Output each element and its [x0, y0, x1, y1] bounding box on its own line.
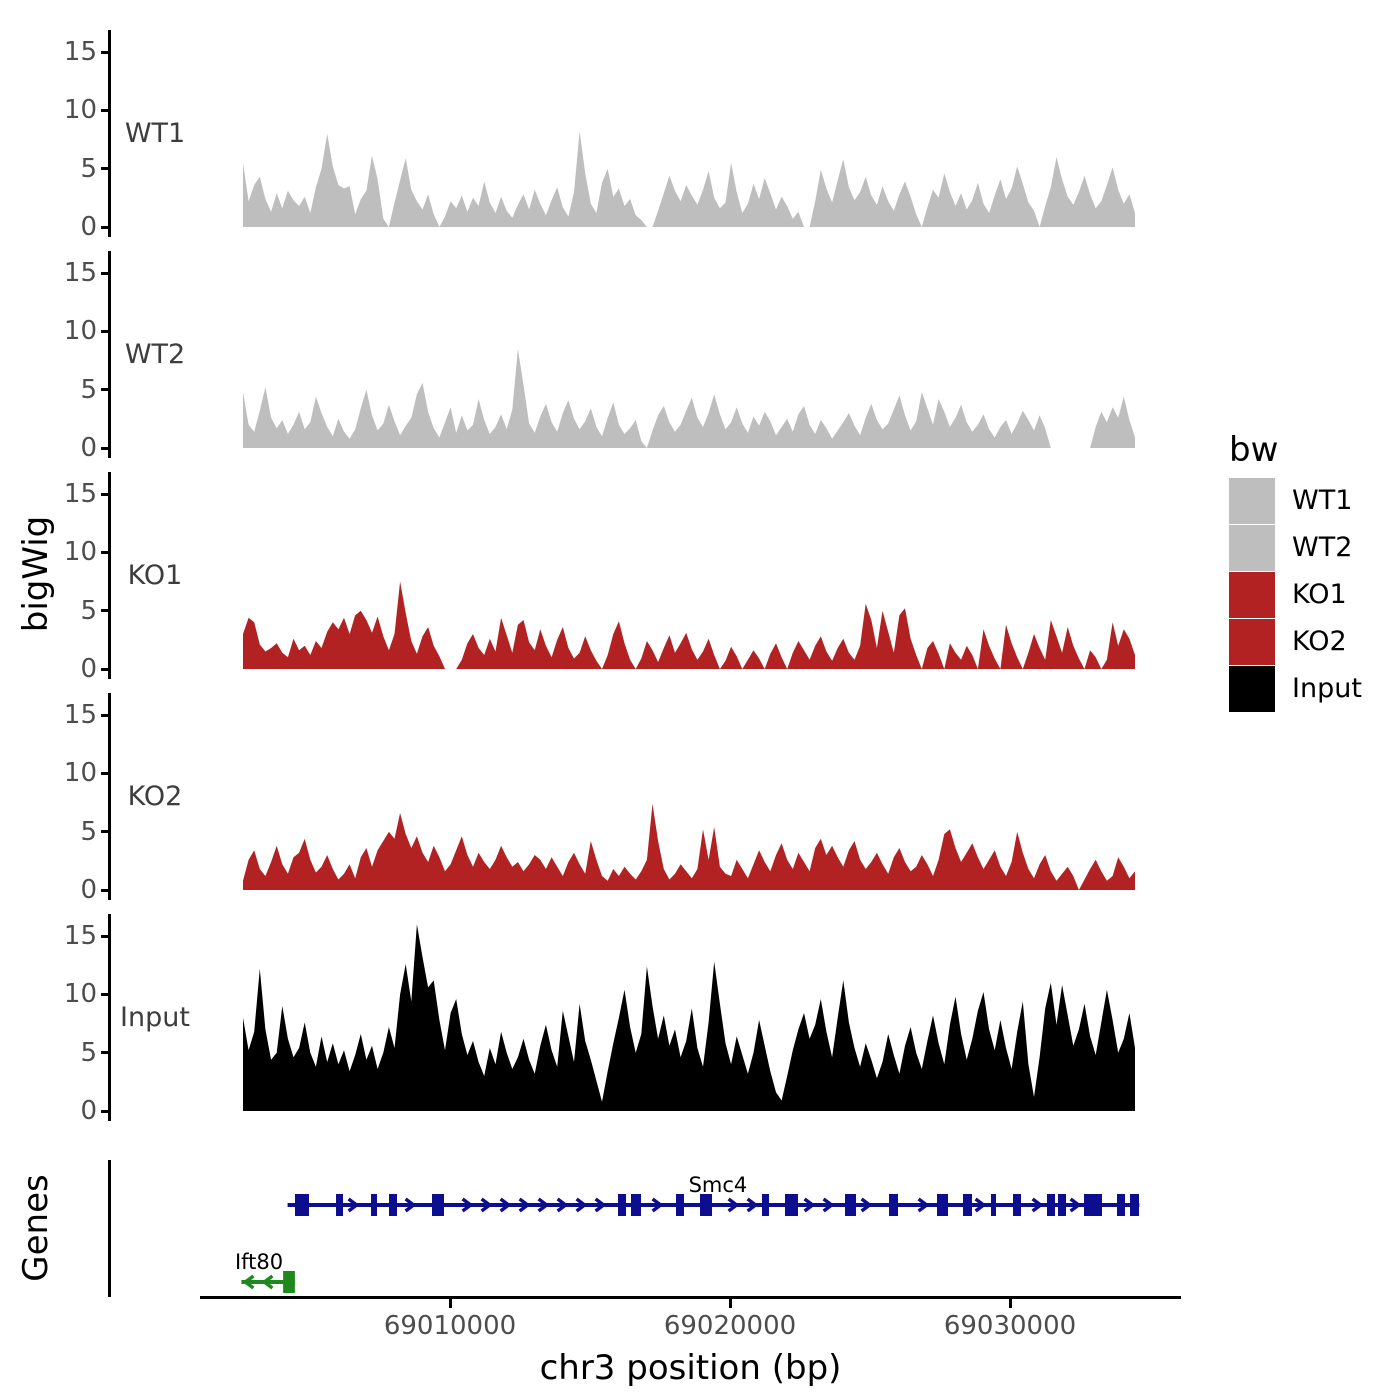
genes-panel-svg [110, 1158, 1190, 1308]
y-axis-tick [101, 993, 109, 996]
y-axis-tick-label: 10 [63, 979, 97, 1010]
exon-box [631, 1194, 641, 1216]
y-axis-tick-label: 15 [63, 479, 97, 510]
track-panel-ko2 [0, 693, 1400, 903]
legend-entry-input [1229, 666, 1399, 712]
coverage-area-wt2 [243, 251, 1135, 451]
gene-label-ift80: Ift80 [234, 1250, 284, 1274]
gene-label-smc4: Smc4 [688, 1173, 748, 1197]
y-axis-tick [101, 330, 109, 333]
y-axis-tick [101, 609, 109, 612]
y-axis-tick-label: 10 [63, 537, 97, 568]
x-axis-tick-label: 69030000 [943, 1311, 1077, 1341]
exon-box [295, 1194, 309, 1216]
exon-box [889, 1194, 898, 1216]
track-label-ko1: KO1 [127, 560, 183, 591]
exon-box [676, 1194, 684, 1216]
y-axis-tick-label: 5 [80, 374, 97, 405]
y-axis-tick-label: 15 [63, 37, 97, 68]
exon-box [785, 1194, 798, 1216]
legend [1229, 428, 1399, 713]
exon-box [1013, 1194, 1021, 1216]
track-panel-input [0, 914, 1400, 1124]
x-axis-tick [1009, 1299, 1012, 1308]
exon-box [1117, 1194, 1125, 1216]
y-axis-tick [101, 551, 109, 554]
exon-box [283, 1271, 295, 1293]
x-axis-line [200, 1296, 1181, 1299]
y-axis-tick-label: 15 [63, 921, 97, 952]
legend-entry-wt2 [1229, 525, 1399, 571]
exon-box [700, 1194, 712, 1216]
legend-swatch [1229, 525, 1275, 571]
exon-box [1047, 1194, 1055, 1216]
y-axis-tick-label: 5 [80, 595, 97, 626]
legend-label: KO1 [1292, 579, 1347, 610]
genes-axis-title: Genes [16, 1174, 56, 1282]
y-axis-tick [101, 109, 109, 112]
exon-box [389, 1194, 397, 1216]
exon-box [1084, 1194, 1102, 1216]
legend-swatch [1229, 572, 1275, 618]
y-axis-tick-label: 0 [80, 433, 97, 463]
legend-label: Input [1292, 673, 1362, 704]
exon-box [432, 1194, 444, 1216]
track-panel-ko1 [0, 472, 1400, 682]
legend-entries [1229, 478, 1399, 712]
exon-box [1130, 1194, 1139, 1216]
legend-entry-ko2 [1229, 619, 1399, 665]
y-axis-tick [101, 1110, 109, 1113]
y-axis-tick-label: 10 [63, 758, 97, 789]
y-axis-tick-label: 0 [80, 212, 97, 242]
exon-box [845, 1194, 856, 1216]
coverage-area-ko1 [243, 472, 1135, 672]
legend-swatch [1229, 619, 1275, 665]
coverage-area-input [243, 914, 1135, 1114]
exon-box [336, 1194, 343, 1216]
y-axis-tick [101, 772, 109, 775]
track-label-input: Input [120, 1002, 190, 1033]
bigwig-axis-title: bigWig [16, 515, 56, 633]
x-axis-tick-label: 69010000 [383, 1311, 517, 1341]
exon-box [618, 1194, 626, 1216]
y-axis-tick [101, 272, 109, 275]
y-axis-tick-label: 0 [80, 875, 97, 905]
y-axis-tick [101, 668, 109, 671]
y-axis-tick [101, 226, 109, 229]
exon-box [963, 1194, 972, 1216]
y-axis-tick-label: 10 [63, 316, 97, 347]
exon-box [762, 1194, 769, 1216]
legend-swatch [1229, 478, 1275, 524]
x-axis-tick-label: 69020000 [663, 1311, 797, 1341]
y-axis-tick-label: 15 [63, 258, 97, 289]
x-axis-tick [729, 1299, 732, 1308]
y-axis-tick [101, 714, 109, 717]
y-axis-tick [101, 830, 109, 833]
legend-label: WT2 [1292, 532, 1353, 563]
legend-label: KO2 [1292, 626, 1347, 657]
track-panel-wt1 [0, 30, 1400, 240]
y-axis-tick [101, 1051, 109, 1054]
y-axis-tick-label: 5 [80, 1037, 97, 1068]
gene-model-ift80 [235, 1250, 295, 1293]
legend-title: bw [1229, 430, 1279, 470]
exon-box [371, 1194, 377, 1216]
legend-swatch [1229, 666, 1275, 712]
y-axis-tick-label: 5 [80, 816, 97, 847]
y-axis-tick-label: 15 [63, 700, 97, 731]
track-label-wt1: WT1 [124, 118, 186, 149]
y-axis-tick-label: 0 [80, 1096, 97, 1126]
y-axis-tick [101, 935, 109, 938]
legend-entry-wt1 [1229, 478, 1399, 524]
legend-entry-ko1 [1229, 572, 1399, 618]
exon-box [937, 1194, 948, 1216]
coverage-area-ko2 [243, 693, 1135, 893]
y-axis-tick-label: 5 [80, 153, 97, 184]
coverage-area-wt1 [243, 30, 1135, 230]
y-axis-tick [101, 889, 109, 892]
track-label-wt2: WT2 [124, 339, 186, 370]
y-axis-tick [101, 167, 109, 170]
exon-box [991, 1194, 996, 1216]
gene-model-smc4 [288, 1173, 1140, 1216]
y-axis-tick [101, 51, 109, 54]
exon-box [1058, 1194, 1066, 1216]
y-axis-tick [101, 493, 109, 496]
y-axis-tick [101, 388, 109, 391]
track-label-ko2: KO2 [127, 781, 183, 812]
legend-label: WT1 [1292, 485, 1353, 516]
track-panel-wt2 [0, 251, 1400, 461]
x-axis-title: chr3 position (bp) [539, 1348, 842, 1388]
y-axis-tick-label: 0 [80, 654, 97, 684]
y-axis-tick [101, 447, 109, 450]
y-axis-tick-label: 10 [63, 95, 97, 126]
x-axis-tick [449, 1299, 452, 1308]
